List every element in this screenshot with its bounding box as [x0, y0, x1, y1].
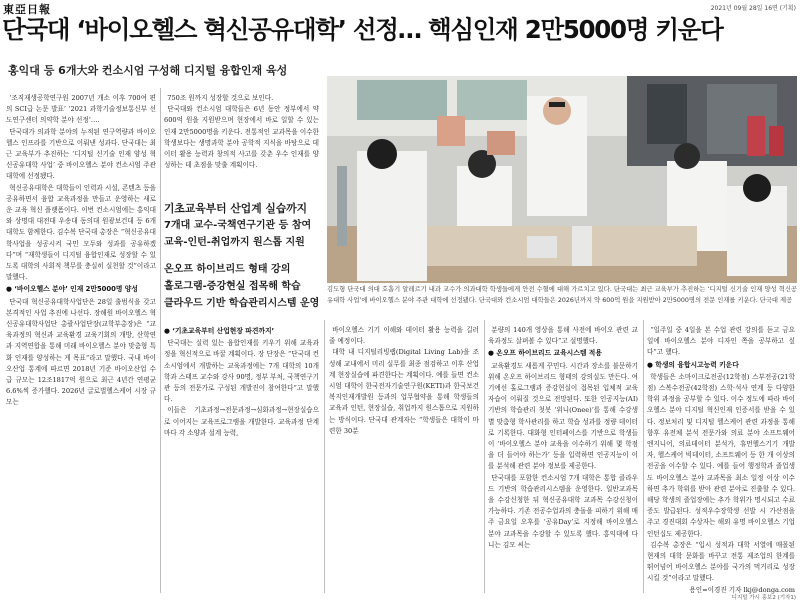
pull-quote-line: 7개대 교수-국책연구기관 등 참여 [164, 220, 312, 231]
column-rule [324, 320, 325, 593]
section-heading: ● 학생의 융합시고능력 키운다 [647, 360, 739, 369]
column-rule [643, 320, 644, 593]
article-paragraph: 혁신공유대학은 대학들이 인력과 시설, 콘텐츠 등을 공유하면서 융합 교육과정을 만들고 운영하는 새로운 교육 혁신 플랫폼이다. 이번 컨소시엄에는 홍익대와 상명대 대전대 우송대 동의대 원광보건대 등 6개 대학도 함께한다. 김수복 단국대 총장은 “혁신공유대학사업을 성공시켜 국민 모두와 성과를 공유하겠다”며 “재학생들이 디지털 융합인재로 성장할 수 있도록 대학의 사회적 책무를 충실히 실천할 것”이라고 말했다. [6, 183, 156, 282]
classroom-photo-illustration [327, 76, 797, 283]
pull-quote-block-2 [164, 261, 319, 312]
section-heading: ● ‘기초교육부터 산업현장 파견까지’ [164, 327, 275, 335]
article-column-5 [647, 325, 795, 594]
subhead: 홍익대 등 6개大와 컨소시엄 구성해 디지털 융합인재 육성 [8, 64, 288, 77]
article-paragraph: 분량의 140개 영상을 통해 사전에 바이오 관련 교육과정도 살펴볼 수 있다”고 설명했다. [488, 326, 638, 346]
article-column-1 [6, 93, 156, 593]
article-paragraph: 단국대와 컨소시엄 대학들은 6년 동안 정부에서 약 600억 원을 지원받으며 현장에서 바로 일할 수 있는 인재 2만5000명을 키운다. 전통적인 교과목을 이수한 학생보다는 생명과학 분야 공학적 지식을 바탕으로 데이터 활용 능력과 창의적 사고를 갖춘 우수 인재를 양성하는 데 초점을 맞출 계획이다. [164, 105, 319, 170]
article-column-2-top [164, 93, 319, 193]
masthead [0, 0, 800, 16]
article-column-2-bottom [164, 325, 319, 595]
article-paragraph: 단국대를 포함한 컨소시엄 7개 대학은 통합 클라우드 기반의 학습관리시스템을 운영한다. 일반교과목을 수강신청한 뒤 혁신공유대학 교과목 수강신청이 가능하다. 기존 전공수업과의 충돌을 피하기 위해 매주 금요일 오후를 ‘공유Day’로 지정해 바이오헬스 분야 교과목을 수강할 수 있도록 했다. 홍익대에 다니는 김모 씨는 [488, 473, 638, 549]
byline: 용인=이경진 기자 lkj@donga.com [689, 585, 795, 594]
classroom-photo [327, 76, 797, 283]
page-credit: 디지털 가시 홍보2 (기자1) [731, 595, 796, 601]
pull-quote-line: 클라우드 기반 학습관리시스템 운영 [164, 298, 320, 309]
article-paragraph: 대학 내 디지털리빙랩(Digital Living Lab)을 조성해 교내에서 미리 실무를 최종 점검하고 이후 산업계 현장실습에 파견한다는 계획이다. 예를 들면 컨소시엄 대학이 한국전자기술연구원(KETI)과 한국보건복지인재개발원 등과의 업무협약을 통해 학생들의 교육과 인턴, 현장실습, 취업까지 원스톱으로 지원하는 방식이다. 단국대 관계자는 “학생들은 대학이 마련한 30분 [329, 348, 479, 435]
article-paragraph: 바이오헬스 기기 이해와 데이터 활용 능력을 길러 줄 예정이다. [329, 326, 479, 346]
section-heading: ● 온오프 하이브리드 교육시스템 적용 [488, 349, 602, 358]
photo-caption: 김도형 단국대 의대 호흡기 알레르기 내과 교수가 의과대학 학생들에게 안전 수혈에 대해 가르치고 있다. 단국대는 최근 교육부가 추진하는 ‘디지털 신기술 인재 양성 혁신공유대학 사업’에 바이오헬스 분야 주관 대학에 선정됐다. 단국대와 컨소시엄 대학들은 2026년까지 약 600억 원을 지원받아 2만5000명의 전문 인재를 키운다. 단국대 제공 [327, 286, 797, 304]
article-paragraph: “일주일 중 4일을 본 수업 관련 강의를 듣고 금요일에 바이오헬스 분야 디자인 쪽을 공부하고 싶다”고 했다. [647, 326, 795, 357]
article-paragraph: 학생들은 소마이크로전공(12학점) 스부전공(21학점) 스복수전공(42학점) 스학·석사 연계 등 다양한 학위 과정을 공부할 수 있다. 이수 정도에 따라 바이오헬스 분야 디지털 혁신인재 인증서를 받을 수 있다. 정보처리 및 디지털 헬스케어 관련 과정을 통해 향후 유전체 분석 전문가와 의료 분야 소프트웨어 엔지니어, 의료데이터 분석가, 휴먼헬스기기 개발자, 헬스케어 빅데이터, 소프트웨어 등 한 개 이상의 전공을 이수할 수 있다. 예를 들어 행정학과 졸업생도 바이오헬스 분야 교과목을 최소 일정 이상 이수하면 추가 학위를 받아 관련 분야로 진출할 수 있다. 해당 학생의 졸업장에는 추가 학위가 명시되고 수료증도 발급된다. 성적우수장학생 선발 시 가산점을 주고 경진대회 수상자는 해외 유명 바이오헬스 기업 인턴십도 제공한다. [647, 372, 795, 538]
pull-quote-block-1 [164, 200, 319, 251]
pull-quote-line: 교육-인턴-취업까지 원스톱 지원 [164, 237, 305, 248]
column-rule [160, 88, 161, 593]
pull-quote [164, 200, 319, 322]
article-column-3 [329, 325, 479, 595]
article-paragraph: 이들은 기초과정→전문과정→심화과정→현장실습으로 이어지는 교육프로그램을 개발한다. 교육과정 단계마다 각 소양과 설계 능력, [164, 406, 319, 437]
article-paragraph: 단국대 혁신공유대학사업단은 28일 출범식을 갖고 본격적인 사업 추진에 나선다. 장해원 바이오헬스 혁신공유대학사업단 총괄사업단장(교학부총장)은 “교육과정의 혁신과 교육환경 교육기회의 개방, 산학연과 지역연합을 통해 미래 바이오헬스 분야 맞춤형 특화 인재를 양성하는 게 목표”라고 말했다. 국내 바이오산업 통계에 따르면 2018년 기준 바이오산업 수급 규모는 12조1817억 원으로 최근 4년간 연평균 6.6%씩 증가했다. 2026년 글로벌헬스케어 시장 규모는 [6, 297, 156, 407]
article-paragraph: 단국대가 의과학 분야의 누적된 연구역량과 바이오헬스 인프라를 기반으로 이뤄낸 성과다. 단국대는 최근 교육부가 추진하는 ‘디지털 신기술 인재 양성 혁신공유대학 사업’ 중 바이오헬스 분야 컨소시엄 주관 대학에 선정됐다. [6, 127, 156, 181]
article-paragraph: 김수복 총장은 “입시 성적과 대학 서열에 매몰된 현재의 대학 문화를 바꾸고 전통 제조업의 한계를 뛰어넘어 바이오헬스 분야를 국가의 먹거리로 성장시킬 것”이라고 말했다. [647, 540, 795, 583]
article-paragraph: 750조 원까지 성장할 것으로 보인다. [167, 94, 274, 102]
article-paragraph: 단국대는 실력 있는 융합인재를 키우기 위해 교육과정을 혁신적으로 바꿀 계획이다. 장 단장은 “단국대 컨소시엄에서 개발하는 교육과정에는 7개 대학의 10개 학과 스태프 교수와 강사 90명, 정부 부처, 국책연구기관 등의 전문가로 구성된 개발진이 참여한다”고 말했다. [164, 339, 319, 404]
column-rule [484, 320, 485, 593]
pull-quote-line: 온오프 하이브리드 형태 강의 [164, 264, 291, 275]
article-paragraph: ‘조직재생공학연구원 2007년 개소 이후 700여 편의 SCI급 논문 발표’ ‘2021 과학기술정보통신부 선도연구센터 의약학 분야 선정’…. [6, 94, 156, 125]
headline: 단국대 ‘바이오헬스 혁신공유대학’ 선정… 핵심인재 2만5000명 키운다 [2, 15, 723, 44]
section-heading: ● ‘바이오헬스 분야’ 인재 2만5000명 양성 [6, 285, 138, 294]
pull-quote-line: 홀로그램-증강현실 접목해 학습 [164, 281, 301, 292]
newspaper-logo: 東亞日報 [3, 3, 51, 16]
article-column-4 [488, 325, 638, 595]
article-paragraph: 교육환경도 새롭게 꾸민다. 시간과 장소를 불문하기 위해 온오프 하이브리드 형태의 강의실도 만든다. 여기에선 홀로그램과 증강현실이 접목된 입체적 교육자습이 이뤄질 것으로 전망된다. 또한 인공지능(AI) 기반의 학습관리 첫봇 ‘위니(Onee)’를 통해 수강생별 맞춤형 학사관리를 하고 학습 성과를 정량 데이터로 기록한다. 대화형 인터페이스를 기반으로 학생들이 ‘바이오헬스 분야 교육을 이수하기 위해 몇 학점을 더 들어야 하는가’ 등을 입력하면 인공지능이 이를 분석해 관련 분야 정보를 제공한다. [488, 361, 638, 471]
dateline: 2021년 09월 28일 16면 (기획) [710, 5, 796, 12]
pull-quote-line: 기초교육부터 산업계 실습까지 [164, 202, 308, 215]
